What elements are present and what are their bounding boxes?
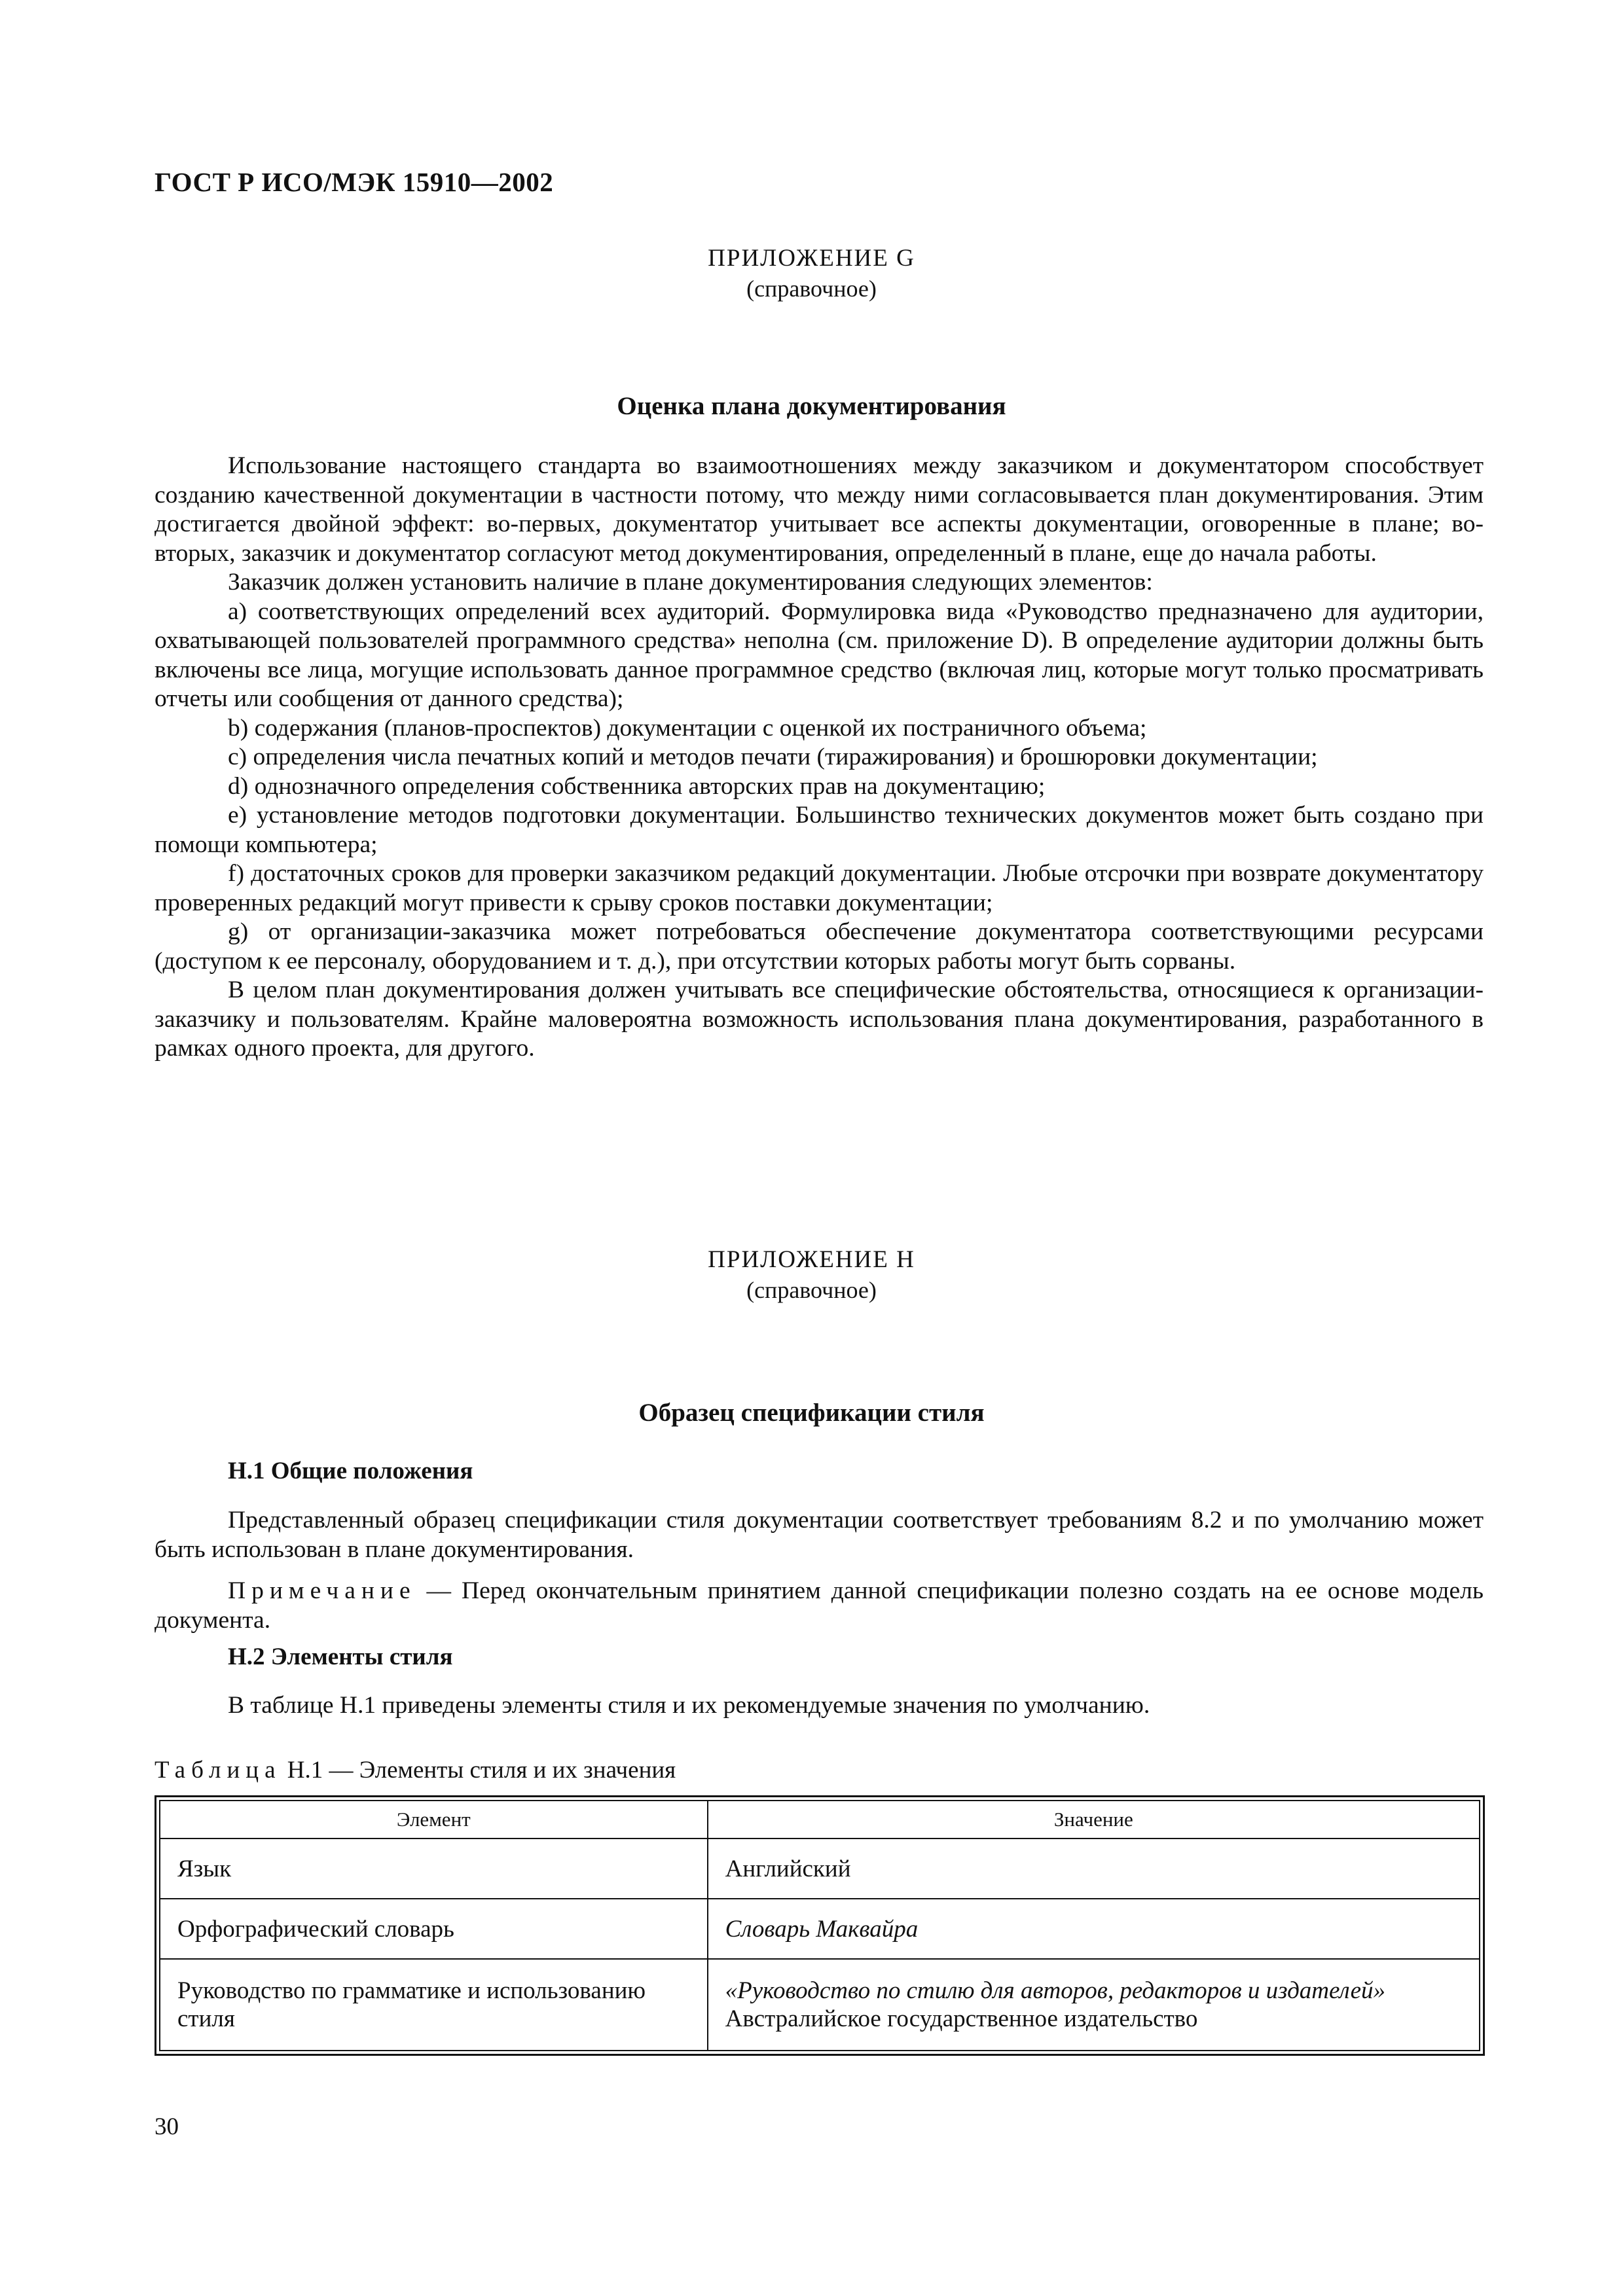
section-h2-heading: H.2 Элементы стиля [228, 1643, 453, 1670]
section-h2-text: В таблице H.1 приведены элементы стиля и их рекомендуемые значения по умолчанию. [228, 1692, 1150, 1719]
table-caption-text: H.1 — Элементы стиля и их значения [281, 1757, 676, 1784]
annex-g-conclusion: В целом план документирования должен учитывать все специфические обстоятельства, относящиеся к организации-заказчику и пользователям. Крайне маловероятна возможность использования плана документирования, разработанного в рамках одного проекта, для другого. [155, 977, 1484, 1062]
annex-g-list-item-g: g) от организации-заказчика может потребоваться обеспечение документатора соответствующими ресурсами (доступом к ее персоналу, оборудованием и т. д.), при отсутствии которых работы могут быть сорваны. [155, 918, 1484, 975]
annex-g-list-item-b: b) содержания (планов-проспектов) документации с оценкой их постраничного объема; [228, 714, 1147, 742]
annex-g-list-item-c: c) определения числа печатных копий и методов печати (тиражирования) и брошюровки документации; [228, 744, 1318, 770]
section-h1-text: Представленный образец спецификации стиля документации соответствует требованиям 8.2 и по умолчанию может быть использован в плане документирования. [155, 1507, 1484, 1563]
note-text: — Перед окончательным принятием данной спецификации полезно создать на ее основе модель документа. [155, 1577, 1484, 1634]
annex-g-type: (справочное) [746, 276, 877, 302]
table-cell-element: Руководство по грамматике и использованию стиля [160, 1959, 708, 2051]
page-number: 30 [155, 2113, 179, 2140]
annex-g-title: ПРИЛОЖЕНИЕ G [708, 245, 915, 272]
table-cell-value-publisher: Австралийское государственное издательство [725, 2005, 1198, 2032]
table-caption-label: Таблица [155, 1757, 282, 1784]
annex-g-list-item-f: f) достаточных сроков для проверки заказчиком редакций документации. Любые отсрочки при возврате документатору проверенных редакций могут привести к срыву сроков поставки документации; [155, 860, 1484, 916]
table-cell-value: Словарь Маквайра [708, 1899, 1480, 1959]
annex-g-paragraph: Использование настоящего стандарта во взаимоотношениях между заказчиком и документатором способствует созданию качественной документации в частности потому, что между ними согласовывается план документирования. Этим достигается двойной эффект: во-первых, документатор учитывает все аспекты документации, оговоренные в плане; во-вторых, заказчик и документатор согласуют метод документирования, определенный в плане, еще до начала работы. [155, 452, 1484, 567]
style-elements-table-frame [155, 1795, 1485, 2056]
table-cell-value: Английский [708, 1839, 1480, 1899]
table-cell-element: Язык [160, 1839, 708, 1899]
table-row [160, 1899, 1480, 1959]
table-row [160, 1839, 1480, 1899]
annex-h-title: ПРИЛОЖЕНИЕ H [708, 1246, 915, 1273]
section-h1-heading: H.1 Общие положения [228, 1458, 473, 1484]
annex-g-body [155, 452, 1484, 1064]
table-header-row [160, 1801, 1480, 1839]
annex-g-list-item-a: а) соответствующих определений всех аудиторий. Формулировка вида «Руководство предназначено для аудитории, охватывающей пользователей программного средства» неполна (см. приложение D). В определение аудитории должны быть включены все лица, могущие использовать данное программное средство (включая лиц, которые могут только просматривать отчеты или сообщения от данного средства); [155, 598, 1484, 712]
annex-g-list-item-d: d) однозначного определения собственника авторских прав на документацию; [228, 772, 1046, 800]
annex-h-type: (справочное) [746, 1277, 877, 1303]
table-cell-element: Орфографический словарь [160, 1899, 708, 1959]
annex-g-list-item-e: e) установление методов подготовки документации. Большинство технических документов может быть создано при помощи компьютера; [155, 802, 1484, 858]
document-standard-header: ГОСТ Р ИСО/МЭК 15910—2002 [155, 167, 554, 197]
annex-h-heading: Образец спецификации стиля [638, 1399, 985, 1427]
table-row [160, 1959, 1480, 2051]
annex-g-paragraph: Заказчик должен установить наличие в плане документирования следующих элементов: [228, 569, 1153, 596]
style-elements-table [159, 1800, 1480, 2051]
annex-g-heading: Оценка плана документирования [617, 392, 1006, 420]
table-header-element: Элемент [160, 1801, 708, 1839]
section-h1-note [155, 1576, 1484, 1635]
table-cell-value [708, 1959, 1480, 2051]
note-label: Примечание [228, 1577, 416, 1604]
table-cell-value-title: «Руководство по стилю для авторов, редакторов и издателей» [725, 1977, 1386, 2004]
table-caption [155, 1756, 676, 1784]
table-header-value: Значение [708, 1801, 1480, 1839]
